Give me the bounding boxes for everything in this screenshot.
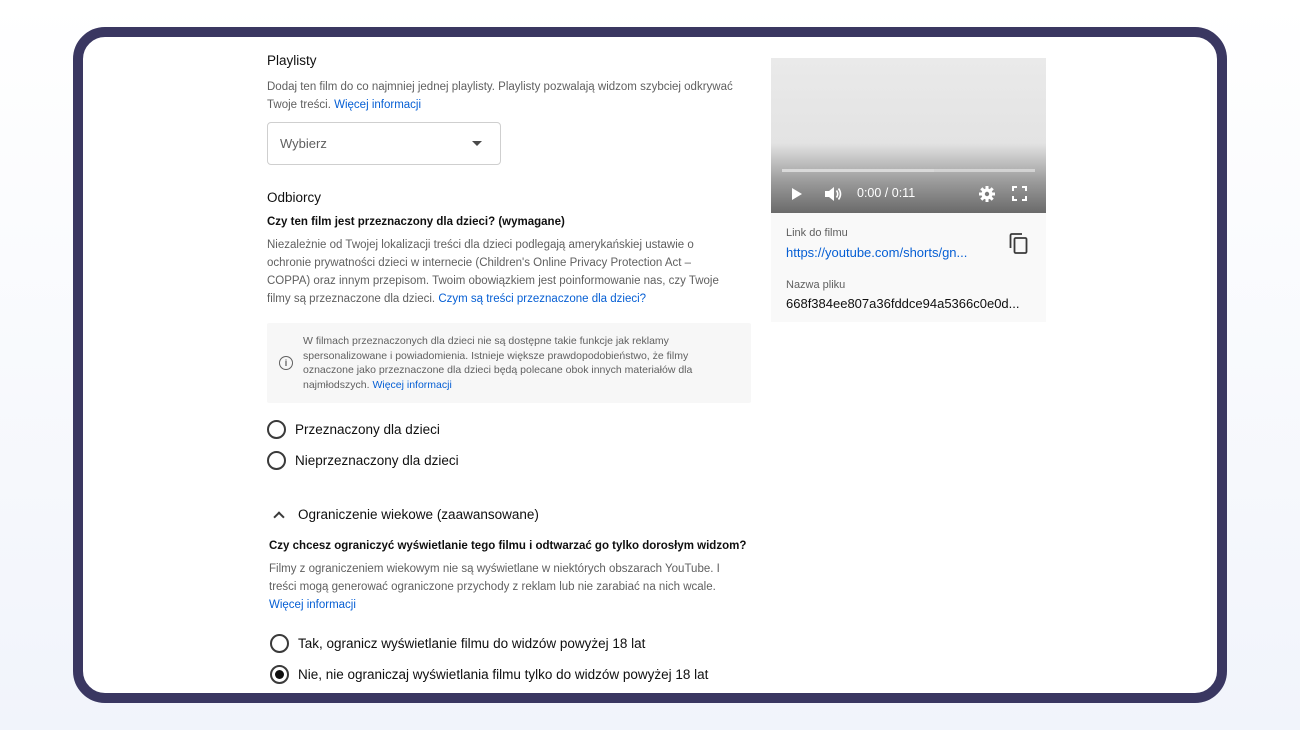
radio-circle[interactable] [267,420,286,439]
details-page [83,37,1217,693]
playlists-more-link[interactable]: Więcej informacji [334,99,422,111]
audience-description: Niezależnie od Twojej lokalizacji treści dla dzieci podlegają amerykańskiej ustawie o ochronie prywatności dzieci w internecie (Children's Online Privacy Protection Act – COPPA) oraz innym przepisom. Twoim obowiązkiem jest poinformowanie nas, czy Twoje filmy są przeznaczone dla dzieci. Czym są treści przeznaczone dla dzieci? [267,239,719,305]
radio-circle-selected[interactable] [270,665,289,684]
progress-fill [782,169,934,172]
info-icon: i [279,356,293,370]
fullscreen-icon[interactable] [1012,186,1027,201]
radio-circle[interactable] [270,634,289,653]
notice-text: W filmach przeznaczonych dla dzieci nie są dostępne takie funkcje jak reklamy spersonalizowane i powiadomienia. Istnieje większe prawdopodobieństwo, że filmy oznaczone jako przeznaczone dla dzieci będą polecane obok innych materiałów dla najmłodszych. Więcej informacji [303,335,693,391]
age-restriction-toggle[interactable]: Ograniczenie wiekowe (zaawansowane) [275,507,539,522]
radio-no-restrict-18[interactable]: Nie, nie ograniczaj wyświetlania filmu tylko do widzów powyżej 18 lat [270,665,708,684]
playlist-select[interactable] [267,122,501,165]
app-frame [73,27,1227,703]
video-player[interactable] [771,58,1046,213]
playlists-description: Dodaj ten film do co najmniej jednej playlisty. Playlisty pozwalają widzom szybciej odkrywać Twoje treści. Więcej informacji [267,81,733,111]
radio-made-for-kids[interactable]: Przeznaczony dla dzieci [267,420,440,439]
gear-icon[interactable] [978,185,996,203]
playlists-heading: Playlisty [267,53,317,68]
dropdown-caret-icon [472,141,482,146]
playlist-select-value: Wybierz [280,136,327,151]
audience-heading: Odbiorcy [267,190,322,205]
link-label: Link do filmu [786,227,848,239]
video-link[interactable]: https://youtube.com/shorts/gn... [786,245,968,260]
age-question: Czy chcesz ograniczyć wyświetlanie tego filmu i odtwarzać go tylko dorosłym widzom? [269,540,747,552]
radio-restrict-18[interactable]: Tak, ogranicz wyświetlanie filmu do widzów powyżej 18 lat [270,634,645,653]
filename-value: 668f384ee807a36fddce94a5366c0e0d... [786,296,1020,311]
coppa-notice [267,323,751,403]
progress-bar[interactable] [782,169,1035,172]
radio-not-made-for-kids[interactable]: Nieprzeznaczony dla dzieci [267,451,459,470]
radio-dot [275,670,284,679]
play-icon[interactable] [792,188,802,200]
chevron-up-icon [273,511,284,522]
volume-icon[interactable] [823,185,843,203]
audience-question: Czy ten film jest przeznaczony dla dzieci? (wymagane) [267,216,565,228]
video-preview-card [771,58,1046,322]
age-more-link[interactable]: Więcej informacji [269,599,356,611]
video-time: 0:00 / 0:11 [857,186,916,200]
filename-label: Nazwa pliku [786,279,846,291]
age-description: Filmy z ograniczeniem wiekowym nie są wyświetlane w niektórych obszarach YouTube. I treści mogą generować ograniczone przychody z reklam lub nie zarabiać na nich wcale. Więcej informacji [269,563,720,611]
copy-icon[interactable] [1009,233,1029,255]
audience-help-link[interactable]: Czym są treści przeznaczone dla dzieci? [438,293,647,305]
radio-circle[interactable] [267,451,286,470]
notice-more-link[interactable]: Więcej informacji [372,378,452,391]
